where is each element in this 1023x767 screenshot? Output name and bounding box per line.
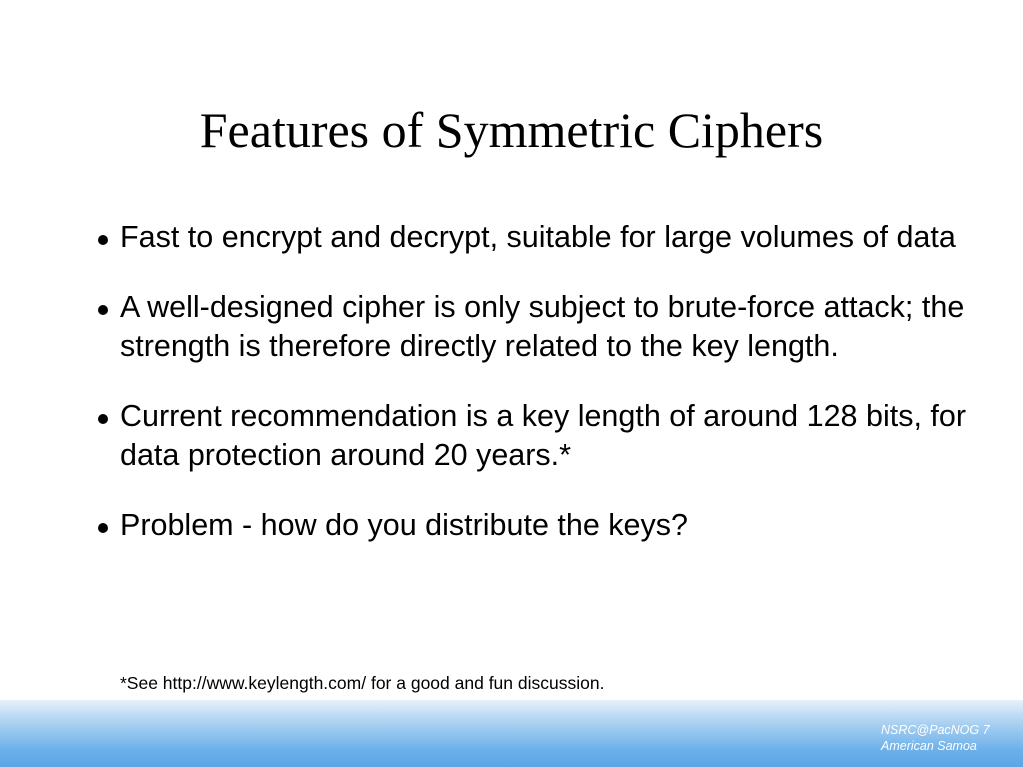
bullet-text: A well-designed cipher is only subject to brute-force attack; the strength is therefore directly related to the key length. — [120, 290, 965, 363]
bullet-dot-icon — [98, 235, 108, 245]
bullet-dot-icon — [98, 414, 108, 424]
footer-credit-line: NSRC@PacNOG 7 — [881, 723, 990, 737]
bullet-text: Problem - how do you distribute the keys? — [120, 508, 688, 542]
bullet-item — [96, 506, 976, 545]
bullet-item — [96, 288, 976, 366]
bullet-text: Current recommendation is a key length of around 128 bits, for data protection around 20 years.* — [120, 399, 966, 472]
bullet-text: Fast to encrypt and decrypt, suitable for large volumes of data — [120, 220, 956, 254]
bullet-item — [96, 397, 976, 475]
slide-title: Features of Symmetric Ciphers — [199, 102, 824, 158]
bullet-item — [96, 218, 976, 257]
footnote: *See http://www.keylength.com/ for a good and fun discussion. — [120, 673, 605, 693]
footer-band — [0, 700, 1023, 767]
bullet-dot-icon — [98, 305, 108, 315]
bullet-list — [96, 218, 976, 576]
bullet-dot-icon — [98, 523, 108, 533]
footer-credit — [881, 722, 990, 754]
footer-location-line: American Samoa — [881, 739, 977, 753]
